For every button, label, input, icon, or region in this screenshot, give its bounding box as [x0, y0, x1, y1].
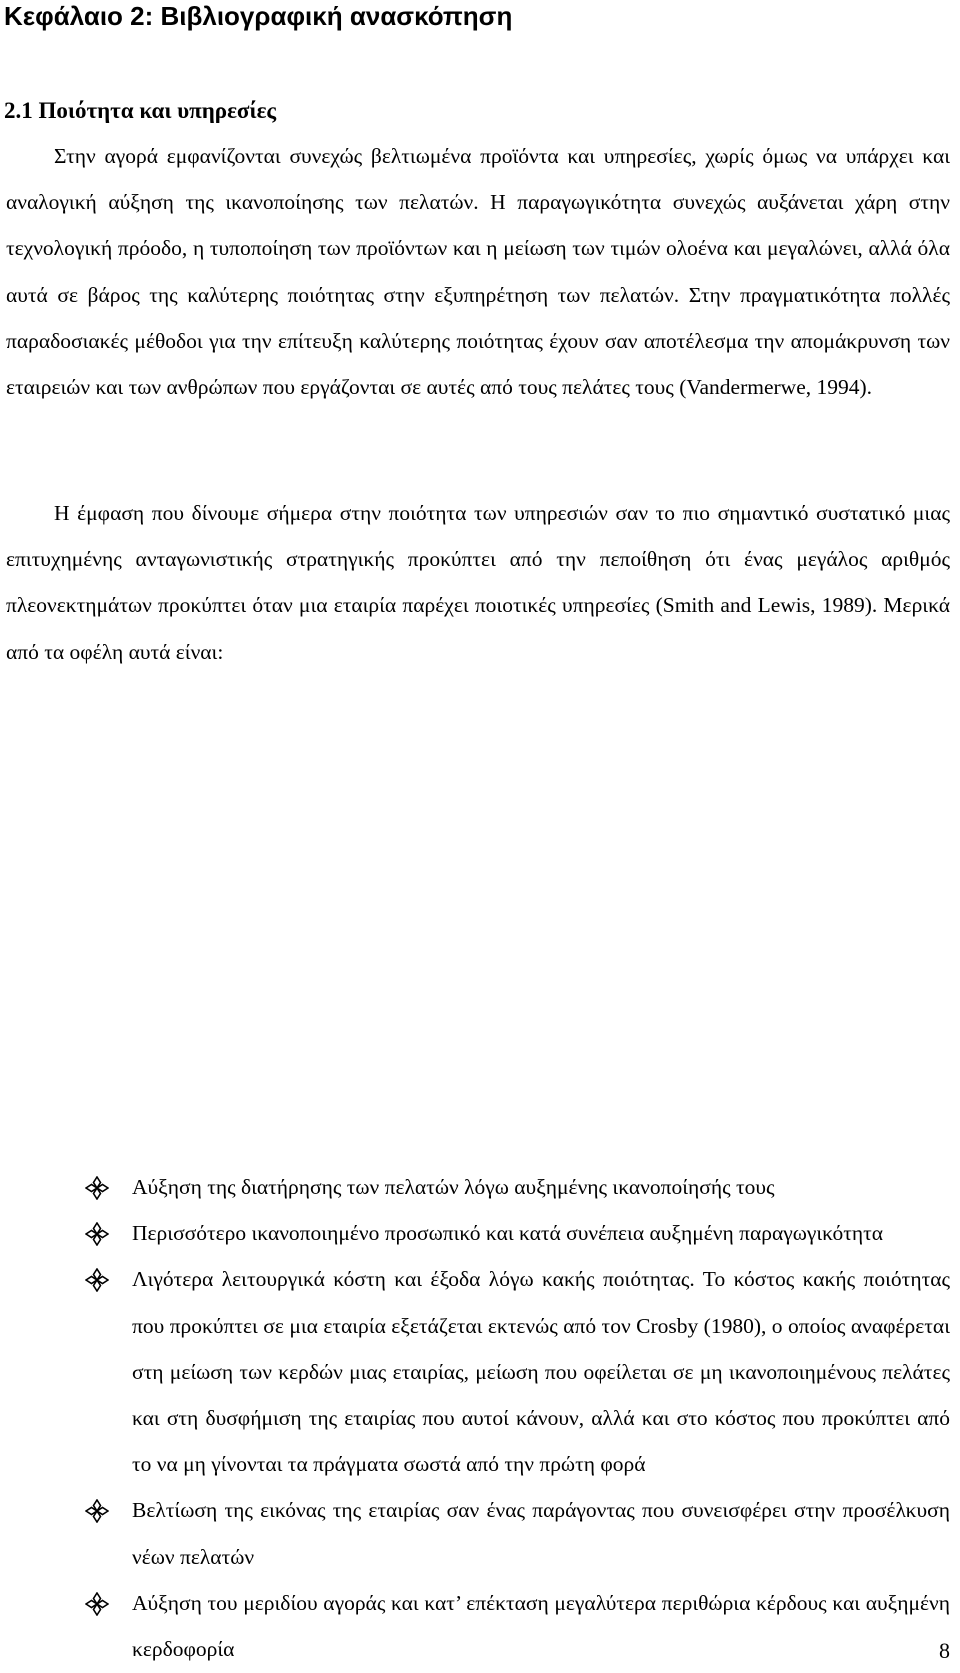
paragraph-quality-intro: Στην αγορά εμφανίζονται συνεχώς βελτιωμένα προϊόντα και υπηρεσίες, χωρίς όμως να υπάρχει και αναλογική αύξηση της ικανοποίησης των πελατών. Η παραγωγικότητα συνεχώς αυξάνεται χάρη στην τεχνολογική πρόοδο, η τυποποίηση των προϊόντων και η μείωση των τιμών ολοένα και μεγαλώνει, αλλά όλα αυτά σε βάρος της καλύτερης ποιότητας στην εξυπηρέτηση των πελατών. Στην πραγματικότητα πολλές παραδοσιακές μέθοδοι για την επίτευξη καλύτερης ποιότητας έχουν σαν αποτέλεσμα την απομάκρυνση των εταιρειών και των ανθρώπων που εργάζονται σε αυτές από τους πελάτες τους (Vandermerwe, 1994).: [6, 144, 950, 400]
benefit-text: Λιγότερα λειτουργικά κόστη και έξοδα λόγω κακής ποιότητας. Το κόστος κακής ποιότητας που προκύπτει σε μια εταιρία εξετάζεται εκτενώς από τον Crosby (1980), ο οποίος αναφέρεται στη μείωση των κερδών μιας εταιρίας, μείωση που οφείλεται σε μη ικανοποιημένους πελάτες και στη δυσφήμιση της εταιρίας που αυτοί κάνουν, αλλά και στο κόστος που προκύπτει από το να μη γίνονται τα πράγματα σωστά από την πρώτη φορά: [132, 1267, 950, 1477]
benefit-text: Αύξηση της διατήρησης των πελατών λόγω αυξημένης ικανοποίησής τους: [132, 1175, 775, 1199]
benefit-text: Αύξηση του μεριδίου αγοράς και κατ’ επέκταση μεγαλύτερα περιθώρια κέρδους και αυξημένη κερδοφορία: [132, 1590, 950, 1662]
benefit-text: Περισσότερο ικανοποιημένο προσωπικό και κατά συνέπεια αυξημένη παραγωγικότητα: [132, 1221, 884, 1246]
diamond-bullet-icon: [85, 1268, 109, 1292]
paragraph-service-emphasis: Η έμφαση που δίνουμε σήμερα στην ποιότητα των υπηρεσιών σαν το πιο σημαντικό συστατικό μιας επιτυχημένης ανταγωνιστικής στρατηγικής προκύπτει από την πεποίθηση ότι ένας μεγάλος αριθμός πλεονεκτημάτων προκύπτει όταν μια εταιρία παρέχει ποιοτικές υπηρεσίες (Smith and Lewis, 1989). Μερικά από τα οφέλη αυτά είναι:: [6, 501, 950, 664]
diamond-bullet-icon: [85, 1592, 109, 1616]
chapter-title: Κεφάλαιο 2: Βιβλιογραφική ανασκόπηση: [4, 1, 513, 31]
section-title: 2.1 Ποιότητα και υπηρεσίες: [4, 98, 277, 123]
list-item: [0, 1210, 950, 1256]
benefits-list: [0, 1164, 960, 1672]
list-item: [0, 1164, 950, 1210]
list-item: [0, 1256, 950, 1487]
page-number: 8: [939, 1638, 950, 1663]
list-item: [0, 1487, 950, 1579]
diamond-bullet-icon: [85, 1176, 109, 1200]
diamond-bullet-icon: [85, 1499, 109, 1523]
list-item: [0, 1580, 950, 1672]
diamond-bullet-icon: [85, 1222, 109, 1246]
benefit-text: Βελτίωση της εικόνας της εταιρίας σαν ένας παράγοντας που συνεισφέρει στην προσέλκυση νέων πελατών: [132, 1498, 950, 1569]
